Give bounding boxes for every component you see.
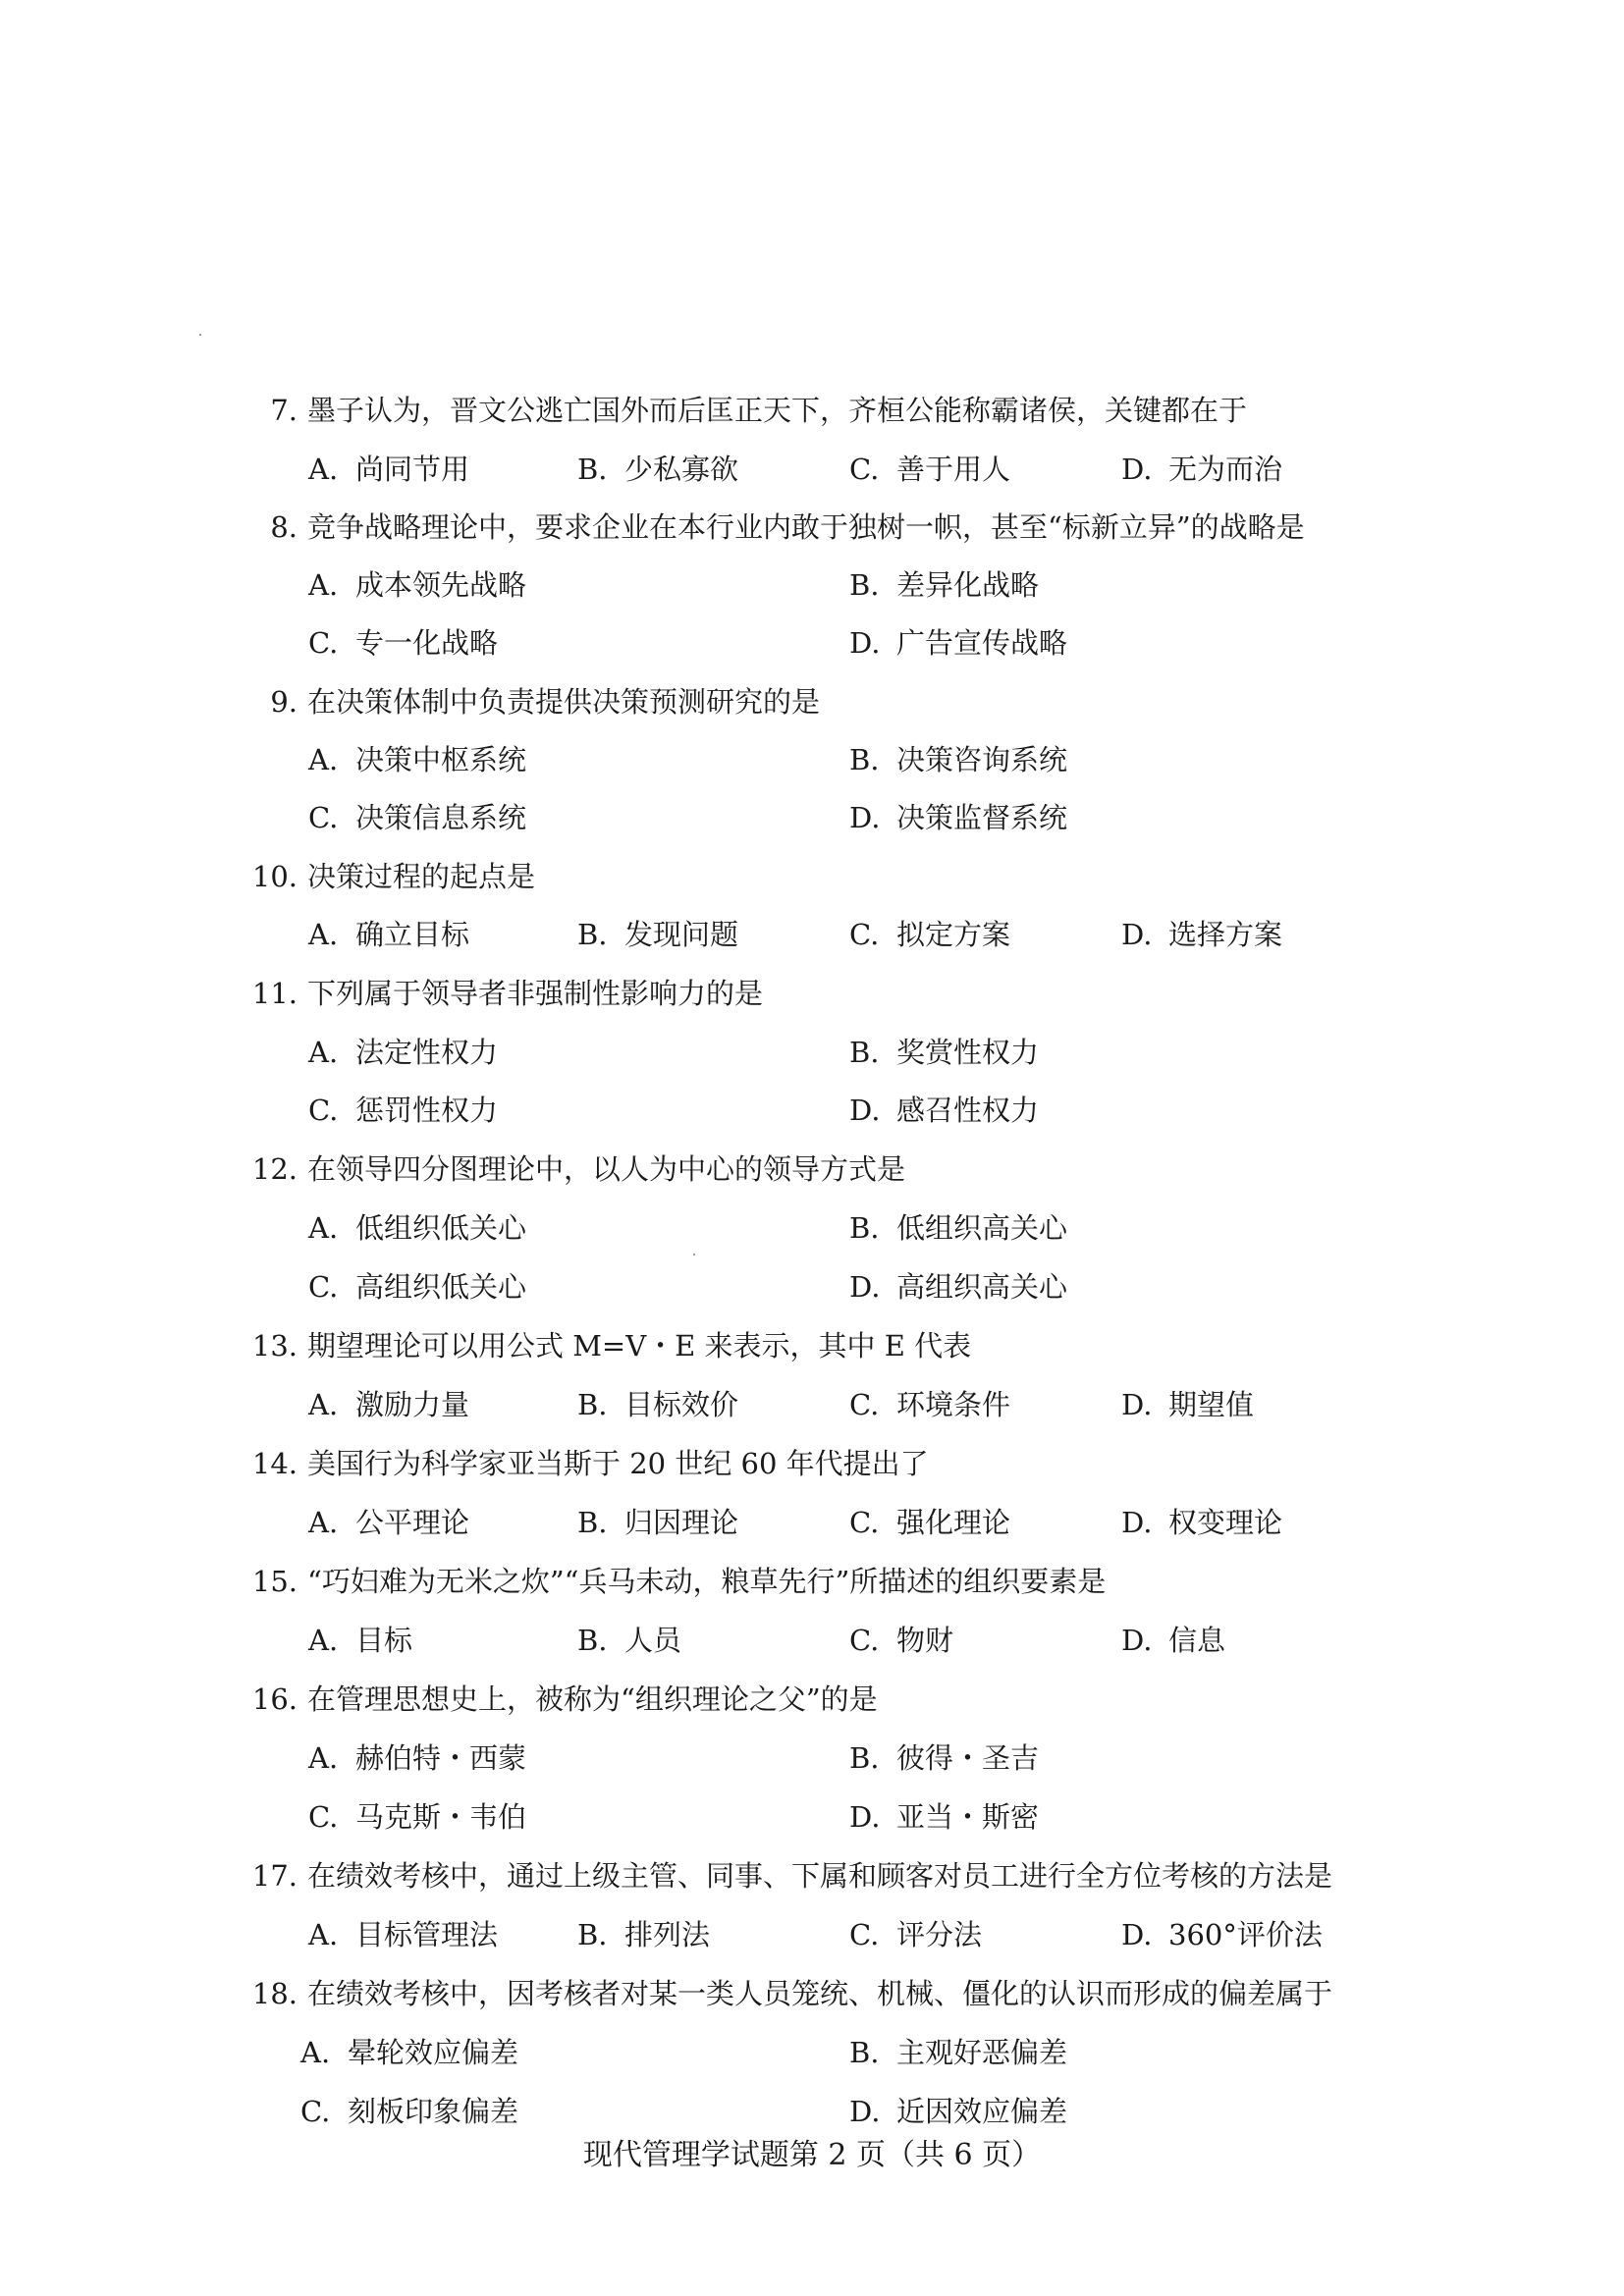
question-12 [241, 1149, 1448, 1189]
option-label: C. [308, 1270, 339, 1304]
question-number: 7. [270, 394, 298, 427]
question-text: 期望理论可以用公式 M=V・E 来表示，其中 E 代表 [307, 1329, 972, 1362]
option-b [849, 2033, 1067, 2072]
option-b [849, 740, 1067, 779]
option-a [308, 1503, 469, 1542]
option-a [308, 1033, 498, 1072]
question-16 [241, 1680, 1448, 1719]
option-label: C. [308, 801, 339, 834]
option-d [1121, 915, 1282, 954]
option-text: 目标 [355, 1624, 413, 1657]
option-d [1121, 1503, 1282, 1542]
option-d [849, 1267, 1067, 1307]
option-text: 评分法 [896, 1918, 983, 1951]
option-text: 差异化战略 [896, 568, 1040, 602]
scan-speck [693, 1254, 695, 1255]
option-d [1121, 1621, 1225, 1660]
option-text: 赫伯特・西蒙 [355, 1741, 527, 1775]
option-label: B. [577, 453, 608, 486]
option-text: 决策监督系统 [896, 801, 1068, 834]
option-text: 环境条件 [896, 1388, 1011, 1421]
option-text: 尚同节用 [355, 453, 470, 486]
option-text: 确立目标 [355, 918, 470, 951]
option-d [849, 798, 1067, 837]
option-text: 惩罚性权力 [355, 1094, 499, 1127]
option-label: A. [308, 743, 339, 776]
question-text: 在绩效考核中，通过上级主管、同事、下属和顾客对员工进行全方位考核的方法是 [307, 1859, 1333, 1893]
option-text: 晕轮效应偏差 [348, 2036, 519, 2069]
question-8 [241, 507, 1448, 547]
option-b [577, 450, 738, 489]
option-text: 成本领先战略 [355, 568, 527, 602]
option-b [849, 1738, 1039, 1778]
question-number: 10. [251, 860, 298, 893]
option-text: 善于用人 [896, 453, 1011, 486]
option-label: C. [849, 1506, 880, 1539]
option-text: 决策咨询系统 [896, 743, 1068, 776]
question-number: 16. [251, 1682, 298, 1716]
option-label: A. [308, 1506, 339, 1539]
option-d [1121, 450, 1282, 489]
option-text: 彼得・圣吉 [896, 1741, 1040, 1775]
option-text: 马克斯・韦伯 [355, 1800, 527, 1834]
option-text: 决策中枢系统 [355, 743, 527, 776]
option-label: B. [849, 1741, 880, 1775]
option-b [849, 1033, 1039, 1072]
option-label: C. [849, 1624, 880, 1657]
option-label: A. [308, 568, 339, 602]
option-label: B. [577, 1506, 608, 1539]
option-text: 强化理论 [896, 1506, 1011, 1539]
option-label: D. [849, 801, 881, 834]
question-9 [241, 682, 1448, 721]
question-number: 12. [251, 1152, 298, 1186]
option-b [577, 1621, 681, 1660]
option-d [1121, 1915, 1323, 1954]
option-label: D. [849, 1270, 881, 1304]
option-a [300, 2033, 518, 2072]
option-label: D. [849, 1094, 881, 1127]
option-text: 物财 [896, 1624, 954, 1657]
option-label: B. [849, 568, 880, 602]
option-label: B. [849, 2036, 880, 2069]
option-label: B. [577, 918, 608, 951]
option-text: 目标效价 [624, 1388, 739, 1421]
option-label: C. [849, 918, 880, 951]
option-a [308, 565, 526, 605]
option-text: 360°评价法 [1168, 1918, 1323, 1951]
option-label: A. [308, 453, 339, 486]
option-label: B. [577, 1388, 608, 1421]
option-label: C. [308, 1800, 339, 1834]
option-text: 法定性权力 [355, 1036, 499, 1069]
option-b [577, 915, 738, 954]
option-label: D. [849, 1800, 881, 1834]
option-label: A. [308, 918, 339, 951]
question-text: 在绩效考核中，因考核者对某一类人员笼统、机械、僵化的认识而形成的偏差属于 [307, 1977, 1333, 2010]
option-a [308, 1385, 469, 1424]
option-c [849, 1915, 982, 1954]
question-number: 17. [251, 1859, 298, 1893]
question-text: 美国行为科学家亚当斯于 20 世纪 60 年代提出了 [307, 1447, 929, 1480]
option-c [849, 1621, 953, 1660]
option-label: C. [849, 1388, 880, 1421]
option-label: A. [308, 1624, 339, 1657]
option-text: 刻板印象偏差 [348, 2095, 519, 2128]
option-label: C. [849, 1918, 880, 1951]
option-d [849, 1797, 1039, 1837]
option-d [849, 2092, 1067, 2131]
option-label: B. [577, 1624, 608, 1657]
option-text: 主观好恶偏差 [896, 2036, 1068, 2069]
option-text: 低组织低关心 [355, 1211, 527, 1245]
option-c [308, 1091, 498, 1130]
option-text: 近因效应偏差 [896, 2095, 1068, 2128]
option-text: 发现问题 [624, 918, 739, 951]
question-number: 8. [270, 510, 298, 544]
option-b [849, 1208, 1067, 1248]
option-label: D. [849, 2095, 881, 2128]
option-label: A. [308, 1036, 339, 1069]
option-text: 归因理论 [624, 1506, 739, 1539]
option-text: 低组织高关心 [896, 1211, 1068, 1245]
option-d [849, 1091, 1039, 1130]
question-text: 在领导四分图理论中，以人为中心的领导方式是 [307, 1152, 906, 1186]
question-text: 在决策体制中负责提供决策预测研究的是 [307, 685, 821, 719]
option-label: C. [849, 453, 880, 486]
option-label: B. [849, 1211, 880, 1245]
option-a [308, 1621, 412, 1660]
option-label: A. [308, 1741, 339, 1775]
question-text: “巧妇难为无米之炊”“兵马未动，粮草先行”所描述的组织要素是 [307, 1565, 1107, 1598]
question-11 [241, 974, 1448, 1013]
option-text: 人员 [624, 1624, 682, 1657]
option-label: D. [1121, 453, 1153, 486]
option-label: D. [849, 626, 881, 660]
option-label: A. [308, 1918, 339, 1951]
option-text: 激励力量 [355, 1388, 470, 1421]
question-number: 18. [251, 1977, 298, 2010]
question-13 [241, 1326, 1448, 1365]
option-text: 排列法 [624, 1918, 711, 1951]
option-text: 目标管理法 [355, 1918, 499, 1951]
option-a [308, 1915, 498, 1954]
question-number: 13. [251, 1329, 298, 1362]
option-text: 期望值 [1168, 1388, 1255, 1421]
option-label: D. [1121, 1388, 1153, 1421]
question-10 [241, 857, 1448, 896]
option-label: A. [308, 1388, 339, 1421]
question-17 [241, 1856, 1448, 1896]
option-text: 少私寡欲 [624, 453, 739, 486]
question-text: 竞争战略理论中，要求企业在本行业内敢于独树一帜，甚至“标新立异”的战略是 [307, 510, 1305, 544]
option-label: C. [308, 626, 339, 660]
option-a [308, 915, 469, 954]
question-text: 下列属于领导者非强制性影响力的是 [307, 977, 764, 1010]
option-label: B. [849, 743, 880, 776]
option-c [849, 1503, 1010, 1542]
option-text: 专一化战略 [355, 626, 499, 660]
option-label: A. [308, 1211, 339, 1245]
option-text: 感召性权力 [896, 1094, 1040, 1127]
option-text: 广告宣传战略 [896, 626, 1068, 660]
option-c [300, 2092, 518, 2131]
question-number: 9. [270, 685, 298, 719]
option-b [577, 1503, 738, 1542]
question-number: 15. [251, 1565, 298, 1598]
option-label: D. [1121, 1506, 1153, 1539]
option-c [308, 623, 498, 663]
option-label: A. [300, 2036, 331, 2069]
option-c [849, 450, 1010, 489]
option-d [849, 623, 1067, 663]
option-text: 亚当・斯密 [896, 1800, 1040, 1834]
question-18 [241, 1974, 1448, 2013]
option-a [308, 1208, 526, 1248]
option-c [308, 798, 526, 837]
option-text: 无为而治 [1168, 453, 1283, 486]
option-text: 权变理论 [1168, 1506, 1283, 1539]
option-b [577, 1915, 710, 1954]
question-number: 11. [251, 977, 298, 1010]
option-label: D. [1121, 1624, 1153, 1657]
option-text: 高组织低关心 [355, 1270, 527, 1304]
option-c [849, 915, 1010, 954]
option-label: C. [300, 2095, 331, 2128]
option-text: 奖赏性权力 [896, 1036, 1040, 1069]
page-footer: 现代管理学试题第 2 页（共 6 页） [582, 2138, 1042, 2172]
question-7 [241, 391, 1448, 430]
option-c [849, 1385, 1010, 1424]
question-14 [241, 1444, 1448, 1483]
option-label: C. [308, 1094, 339, 1127]
option-label: B. [849, 1036, 880, 1069]
option-a [308, 740, 526, 779]
option-label: D. [1121, 918, 1153, 951]
option-text: 决策信息系统 [355, 801, 527, 834]
question-text: 在管理思想史上，被称为“组织理论之父”的是 [307, 1682, 878, 1716]
option-label: B. [577, 1918, 608, 1951]
question-text: 墨子认为，晋文公逃亡国外而后匡正天下，齐桓公能称霸诸侯，关键都在于 [307, 394, 1248, 427]
question-15 [241, 1562, 1448, 1601]
option-a [308, 450, 469, 489]
question-number: 14. [251, 1447, 298, 1480]
option-text: 公平理论 [355, 1506, 470, 1539]
option-d [1121, 1385, 1254, 1424]
option-b [849, 565, 1039, 605]
option-text: 拟定方案 [896, 918, 1011, 951]
option-c [308, 1267, 526, 1307]
option-label: D. [1121, 1918, 1153, 1951]
option-a [308, 1738, 526, 1778]
scan-speck [199, 334, 201, 336]
question-text: 决策过程的起点是 [307, 860, 536, 893]
option-text: 信息 [1168, 1624, 1226, 1657]
option-c [308, 1797, 526, 1837]
option-text: 高组织高关心 [896, 1270, 1068, 1304]
option-b [577, 1385, 738, 1424]
option-text: 选择方案 [1168, 918, 1283, 951]
